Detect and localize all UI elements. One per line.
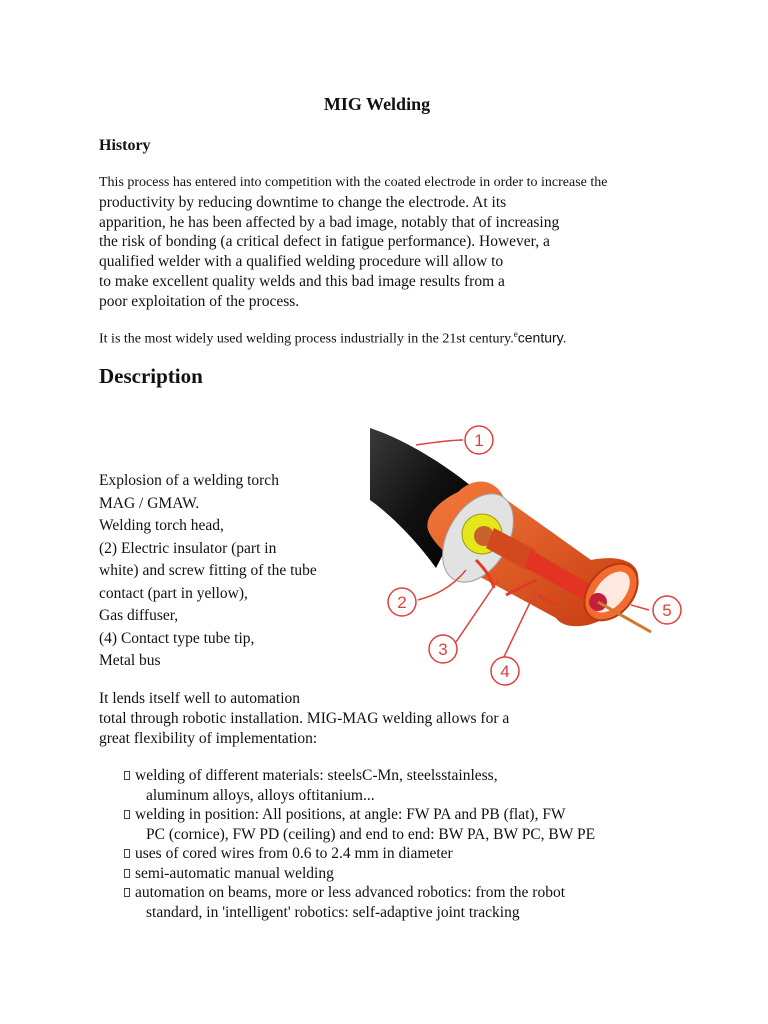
widely-used-text: It is the most widely used welding process industrially in the 21st century. [99, 331, 514, 347]
callout-1 [465, 426, 493, 454]
caption-line: MAG / GMAW. [99, 494, 200, 512]
caption-line: white) and screw fitting of the tube [99, 562, 317, 579]
bullet-box-icon [124, 888, 130, 897]
callout-3 [429, 635, 457, 663]
history-line: to make excellent quality welds and this bad image results from a [99, 272, 505, 290]
history-paragraph [99, 173, 699, 312]
automation-line: total through robotic installation. MIG-MAG welding allows for a [99, 710, 510, 727]
history-line: qualified welder with a qualified welding procedure will allow to [99, 253, 504, 271]
widely-used-tail: century. [517, 329, 567, 346]
superscript-e: e [513, 329, 518, 339]
caption-line: (2) Electric insulator (part in [99, 539, 277, 557]
bullet-list [124, 766, 724, 922]
caption-line: (4) Contact type tube tip, [99, 629, 255, 647]
history-line: This process has entered into competition with the coated electrode in order to increase the [99, 175, 608, 190]
widely-used-paragraph [99, 329, 567, 348]
list-item: welding in position: All positions, at angle: FW PA and PB (flat), FW PC (cornice), FW PD (ceiling) and end to end: BW PA, BW PC, BW PE [124, 805, 724, 844]
history-line: the risk of bonding (a critical defect in fatigue performance). However, a [99, 233, 550, 251]
history-line: apparition, he has been affected by a bad image, notably that of increasing [99, 213, 560, 231]
callout-label-5: 5 [662, 601, 672, 620]
callout-2 [388, 588, 416, 616]
automation-line: It lends itself well to automation [99, 690, 301, 707]
bullet-box-icon [124, 810, 130, 819]
list-item: uses of cored wires from 0.6 to 2.4 mm in diameter [124, 844, 724, 864]
history-line: productivity by reducing downtime to change the electrode. At its [99, 193, 507, 211]
caption-line: Gas diffuser, [99, 607, 179, 624]
bullet-box-icon [124, 849, 130, 858]
list-item: welding of different materials: steelsC-Mn, steelsstainless, aluminum alloys, alloys oftitanium... [124, 766, 724, 805]
welding-torch-diagram [366, 420, 686, 690]
callout-4 [491, 657, 519, 685]
callout-label-4: 4 [500, 662, 510, 681]
automation-paragraph [99, 689, 699, 749]
bullet-box-icon [124, 771, 130, 780]
callout-label-1: 1 [474, 431, 484, 450]
caption-line: Welding torch head, [99, 517, 224, 534]
callout-5 [653, 596, 681, 624]
list-item: automation on beams, more or less advanced robotics: from the robot standard, in 'intelligent' robotics: self-adaptive joint tracking [124, 883, 724, 922]
description-heading: Description [99, 364, 203, 388]
list-item: semi-automatic manual welding [124, 864, 724, 884]
callout-label-3: 3 [438, 640, 448, 659]
caption-line: contact (part in yellow), [99, 584, 248, 602]
automation-line: great flexibility of implementation: [99, 730, 318, 747]
callout-label-2: 2 [397, 593, 407, 612]
caption-line: Metal bus [99, 652, 161, 669]
history-heading: History [99, 137, 151, 154]
bullet-box-icon [124, 869, 130, 878]
figure-caption [99, 470, 369, 673]
caption-line: Explosion of a welding torch [99, 472, 279, 489]
history-line: poor exploitation of the process. [99, 292, 300, 310]
page-title: MIG Welding [323, 94, 431, 114]
